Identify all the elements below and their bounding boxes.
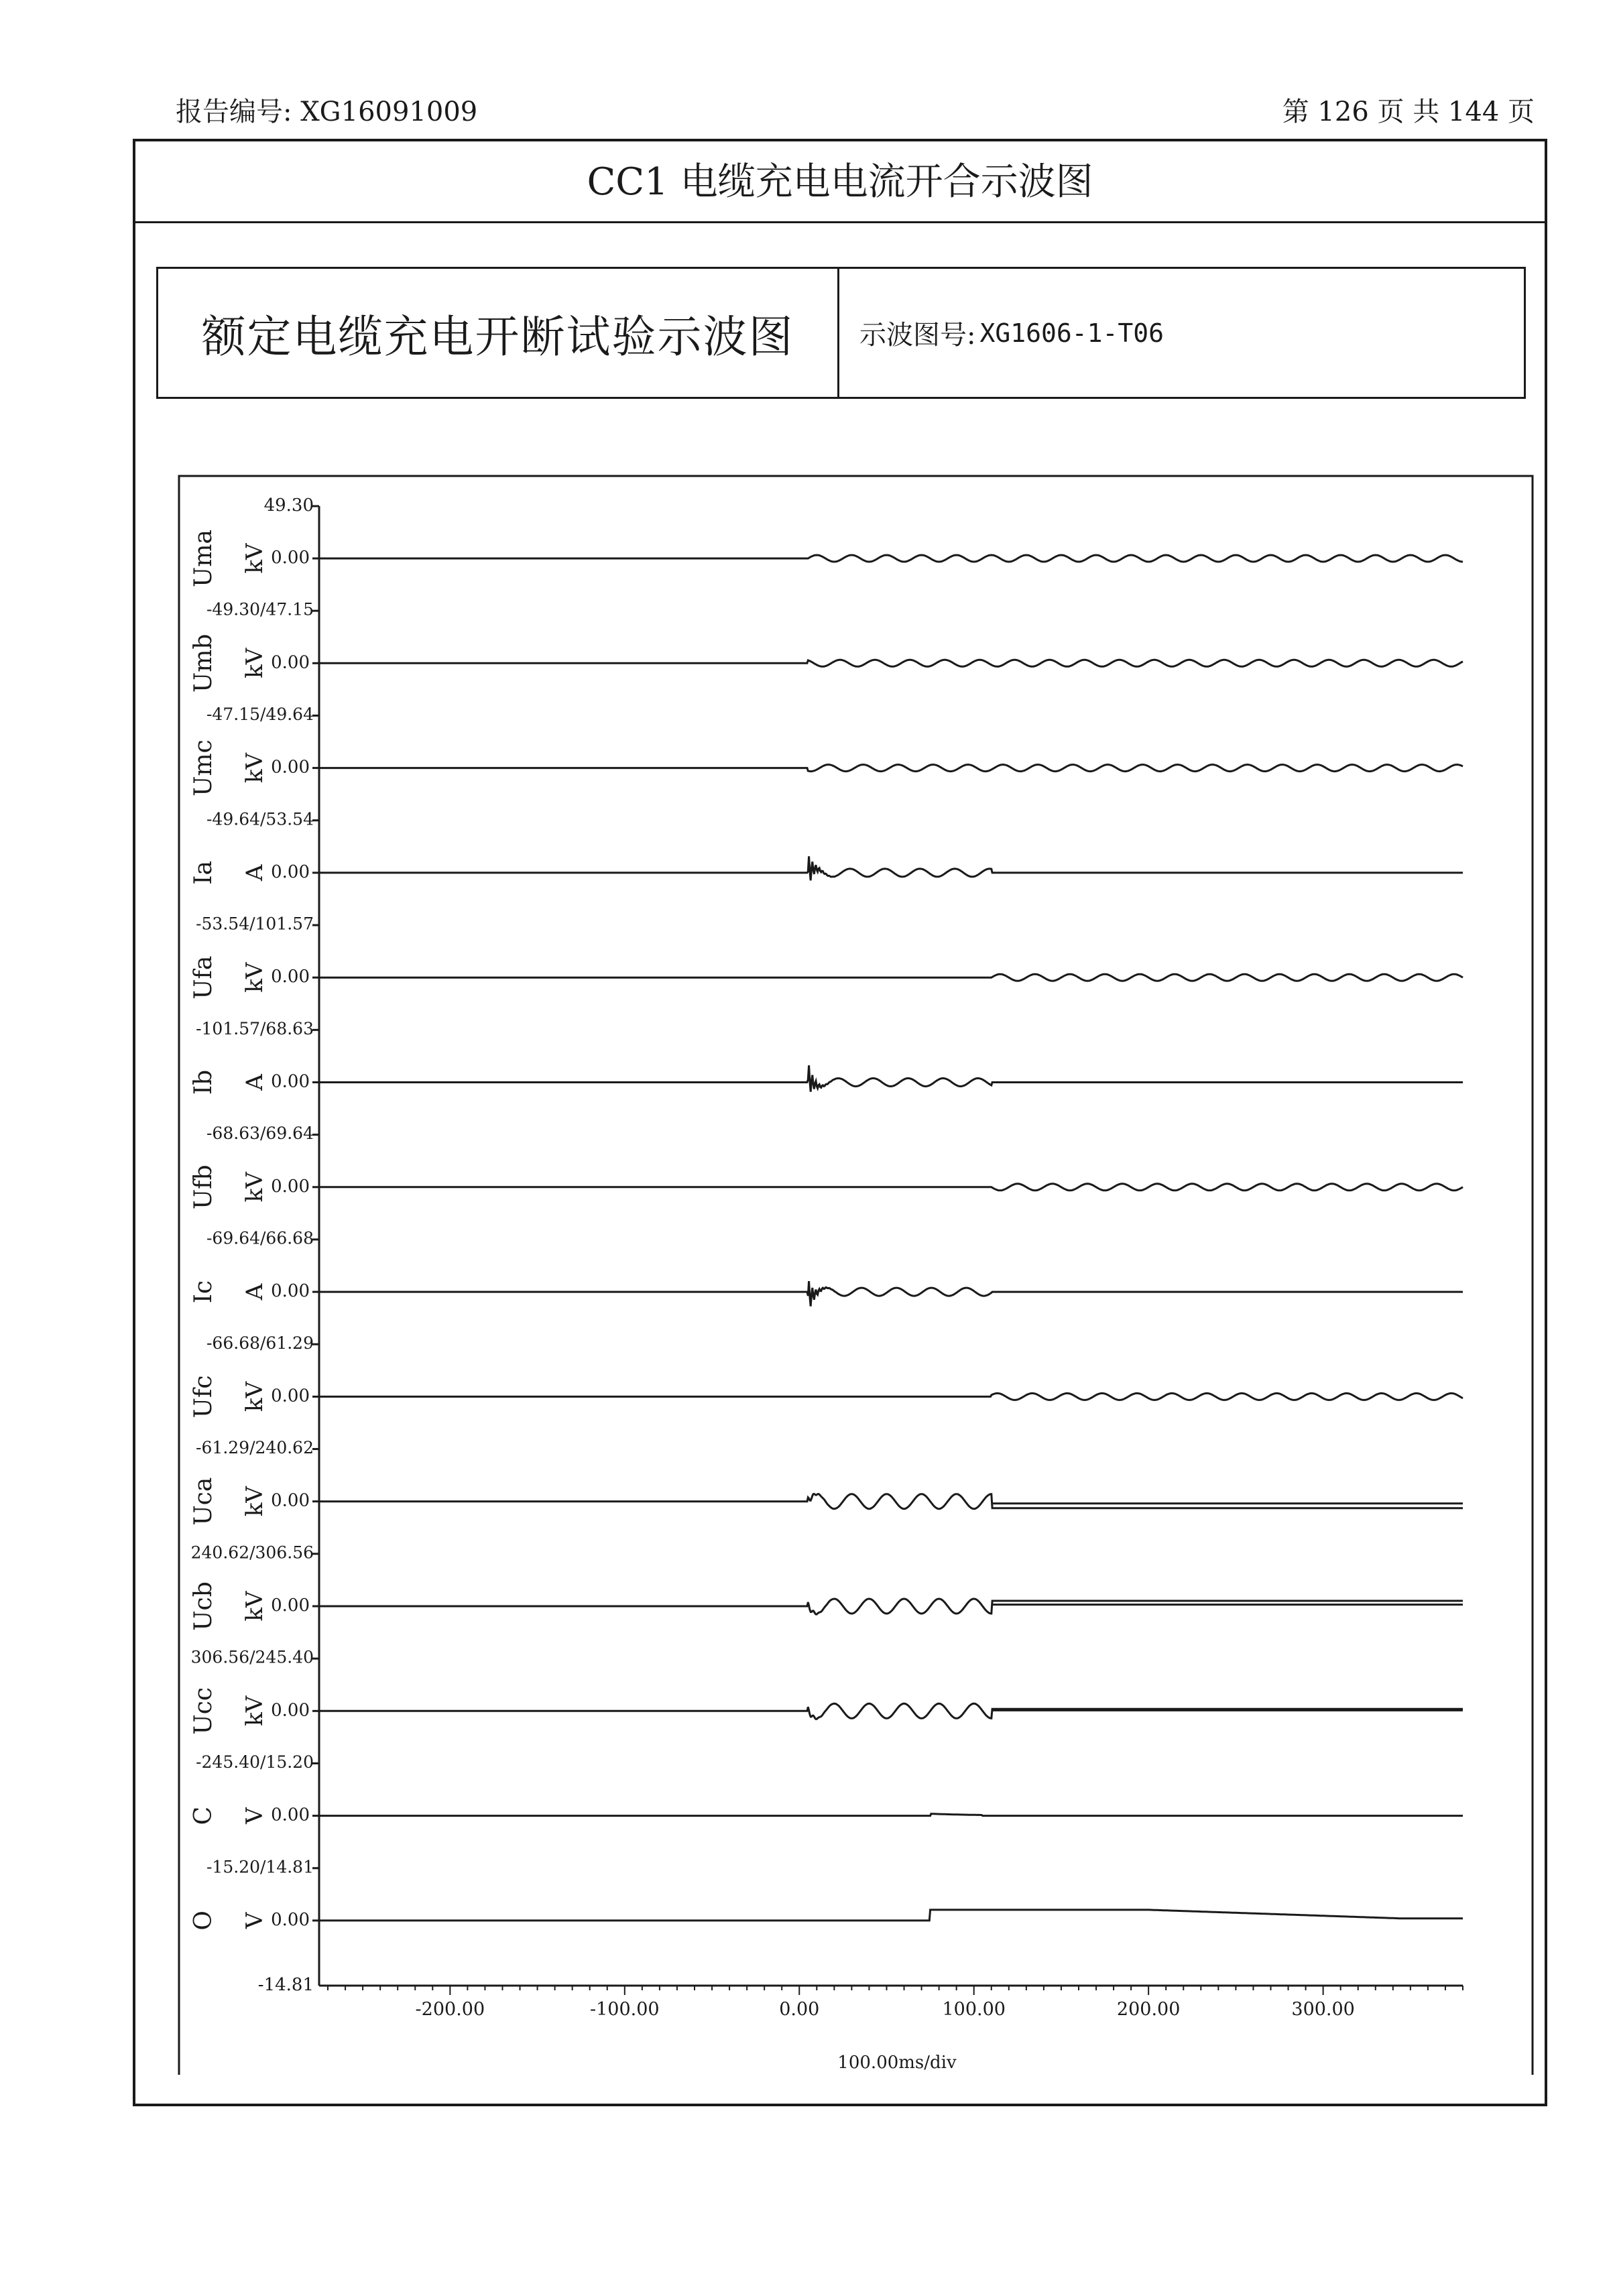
range-label: 306.56/245.40 [190, 1647, 314, 1667]
channel-name: Umc [190, 739, 217, 796]
zero-label: 0.00 [271, 652, 310, 673]
page-number: 第 126 页 共 144 页 [1282, 97, 1535, 127]
x-tick-label: 0.00 [779, 1999, 820, 2020]
zero-label: 0.00 [271, 1490, 310, 1511]
channel-name: Ic [190, 1280, 217, 1304]
channel-unit: V [241, 1912, 268, 1929]
channel-unit: kV [241, 648, 268, 678]
range-label: -68.63/69.64 [206, 1124, 314, 1144]
channel-name: Ufb [190, 1164, 217, 1210]
trace-umb [319, 660, 1463, 666]
trace-ib [319, 1065, 1463, 1091]
trace-c [319, 1814, 1463, 1816]
channel-name: O [190, 1911, 217, 1931]
channel-ufb [312, 1184, 1463, 1191]
plot-frame [179, 476, 1533, 2075]
oscillogram-title: 额定电缆充电开断试验示波图 [158, 269, 839, 397]
trace-o [319, 1910, 1463, 1921]
zero-label: 0.00 [271, 1281, 310, 1302]
oscillogram-id-value: XG1606-1-T06 [979, 318, 1164, 348]
channel-traces [312, 555, 1463, 1921]
zero-label: 0.00 [271, 548, 310, 568]
channel-labels [190, 495, 319, 1995]
channel-unit: kV [241, 1172, 268, 1203]
report-number: 报告编号: XG16091009 [176, 97, 478, 127]
x-tick-label: -200.00 [415, 1999, 485, 2020]
range-label: -66.68/61.29 [206, 1333, 314, 1353]
channel-ucb [312, 1599, 1463, 1614]
x-tick-label: 300.00 [1291, 1999, 1355, 2020]
zero-label: 0.00 [271, 1805, 310, 1825]
channel-unit: kV [241, 1381, 268, 1412]
channel-ucc [312, 1703, 1463, 1719]
document-title: CC1 电缆充电电流开合示波图 [135, 141, 1545, 223]
channel-c [312, 1814, 1463, 1816]
trace-uca [319, 1494, 1463, 1509]
channel-name: Uca [190, 1477, 217, 1526]
channel-ufa [312, 974, 1463, 981]
x-axis-label: 100.00ms/div [837, 2053, 957, 2073]
channel-unit: kV [241, 962, 268, 993]
zero-label: 0.00 [271, 861, 310, 882]
channel-ia [312, 856, 1463, 880]
bottom-range-label: -14.81 [257, 1975, 314, 1995]
channel-unit: A [241, 864, 268, 882]
channel-ib [312, 1065, 1463, 1091]
channel-umb [312, 660, 1463, 666]
channel-unit: V [241, 1807, 268, 1824]
channel-unit: A [241, 1074, 268, 1091]
channel-ic [312, 1281, 1463, 1307]
channel-name: Ufa [190, 955, 217, 1000]
channel-unit: kV [241, 753, 268, 784]
trace-ufa [319, 974, 1463, 981]
x-tick-label: -100.00 [589, 1999, 660, 2020]
range-label: -69.64/66.68 [206, 1228, 314, 1248]
range-label: -49.30/47.15 [206, 599, 314, 619]
zero-label: 0.00 [271, 1909, 310, 1930]
channel-name: Ufc [190, 1375, 217, 1418]
channel-name: Ucc [190, 1687, 217, 1735]
range-label: -15.20/14.81 [206, 1857, 314, 1877]
trace-ucb [319, 1599, 1463, 1614]
x-axis [328, 1986, 1463, 2073]
range-label: -49.64/53.54 [206, 809, 314, 829]
zero-label: 0.00 [271, 1176, 310, 1197]
channel-uca [312, 1494, 1463, 1509]
x-tick-label: 200.00 [1116, 1999, 1181, 2020]
channel-name: Uma [190, 530, 217, 587]
range-label: -47.15/49.64 [206, 704, 314, 724]
range-label: -53.54/101.57 [196, 914, 314, 934]
range-label: -101.57/68.63 [196, 1018, 314, 1038]
channel-umc [312, 765, 1463, 772]
channel-uma [312, 555, 1463, 562]
channel-unit: kV [241, 543, 268, 574]
channel-unit: kV [241, 1591, 268, 1622]
trace-umc [319, 765, 1463, 772]
channel-name: Ia [190, 861, 217, 885]
trace-ia [319, 856, 1463, 880]
channel-unit: kV [241, 1486, 268, 1517]
zero-label: 0.00 [271, 967, 310, 987]
trace-ufc [319, 1393, 1463, 1400]
zero-label: 0.00 [271, 1071, 310, 1092]
channel-unit: kV [241, 1695, 268, 1726]
zero-label: 0.00 [271, 1700, 310, 1721]
oscillogram-id-label: 示波图号: [859, 320, 976, 351]
zero-label: 0.00 [271, 1386, 310, 1406]
trace-uma [319, 555, 1463, 562]
range-label: -245.40/15.20 [196, 1752, 314, 1772]
zero-label: 0.00 [271, 1595, 310, 1616]
top-range-label: 49.30 [263, 495, 314, 516]
range-label: 240.62/306.56 [190, 1543, 314, 1563]
channel-name: Umb [190, 633, 217, 693]
channel-name: Ib [190, 1069, 217, 1095]
zero-label: 0.00 [271, 757, 310, 778]
trace-ic [319, 1281, 1463, 1307]
trace-ufb [319, 1184, 1463, 1191]
x-tick-label: 100.00 [942, 1999, 1006, 2020]
channel-unit: A [241, 1283, 268, 1301]
plot-outer-frame [179, 476, 1533, 2075]
channel-name: Ucb [190, 1581, 217, 1631]
channel-o [312, 1910, 1463, 1921]
range-label: -61.29/240.62 [196, 1438, 314, 1458]
channel-ufc [312, 1393, 1463, 1400]
channel-name: C [190, 1806, 217, 1825]
